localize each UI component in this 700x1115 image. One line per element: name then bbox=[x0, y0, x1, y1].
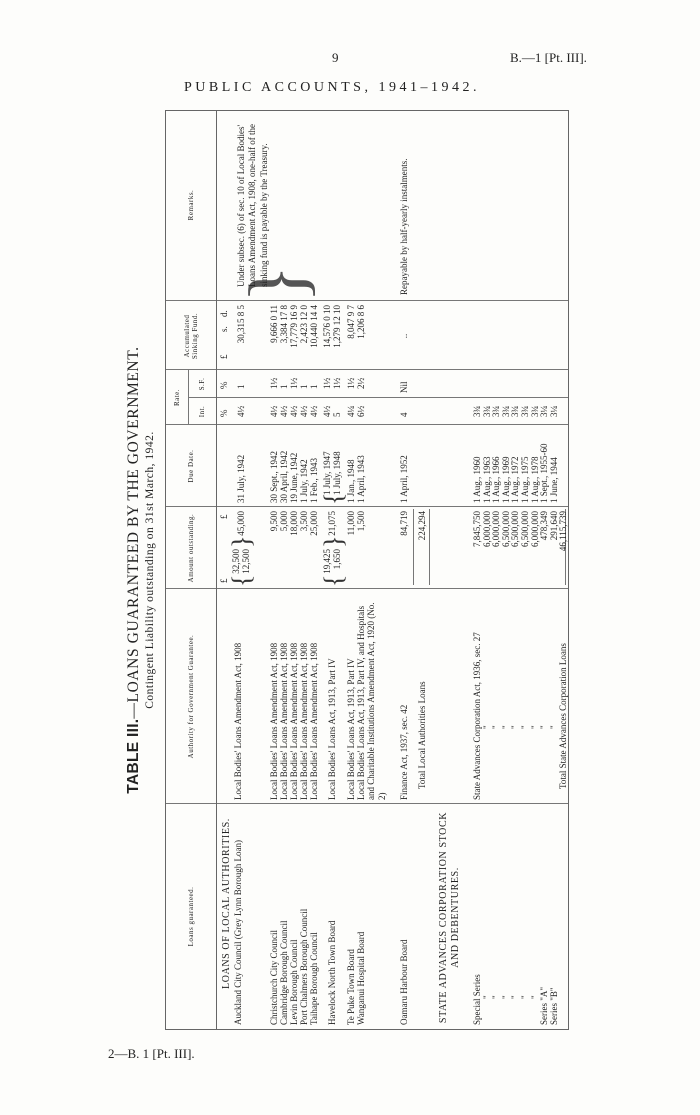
amount-part-2: 1,650 bbox=[332, 549, 342, 570]
running-title: PUBLIC ACCOUNTS, 1941–1942. bbox=[184, 80, 480, 95]
authority: Local Bodies' Loans Amendment Act, 1908 bbox=[269, 642, 279, 800]
amount: 21,075 bbox=[327, 511, 337, 536]
authority: Local Bodies' Loans Amendment Act, 1908 bbox=[233, 642, 243, 800]
amount: 6,000,000 bbox=[529, 511, 540, 547]
rate-sf: 1 bbox=[309, 384, 319, 389]
loan-name: " bbox=[481, 995, 492, 999]
sinking-fund: 2,423 12 0 bbox=[299, 305, 309, 344]
col-authority: Authority for Government Guarantee. bbox=[186, 634, 195, 759]
col-rate: Rate. bbox=[172, 388, 181, 407]
authority: " bbox=[510, 725, 521, 729]
due-date: 1 Aug., 1978 bbox=[529, 456, 540, 503]
sinking-fund-2: 1,279 12 10 bbox=[332, 305, 342, 348]
amount: 6,000,000 bbox=[491, 511, 502, 547]
rate-int: 4½ bbox=[279, 405, 289, 417]
col-due-date: Due Date. bbox=[186, 449, 195, 483]
sinking-fund: 9,666 0 11 bbox=[269, 305, 279, 343]
local-total: 224,294 bbox=[417, 511, 427, 541]
amount: 6,500,000 bbox=[500, 511, 511, 547]
due-date-2: 1 July, 1948 bbox=[332, 451, 342, 495]
sinking-fund: 8,047 9 7 bbox=[346, 305, 356, 339]
due-date: 1 April, 1952 bbox=[399, 455, 409, 503]
due-date: 1 July, 1942 bbox=[299, 459, 309, 503]
due-date: 30 April, 1942 bbox=[279, 450, 289, 503]
rate-int: 3¼ bbox=[539, 405, 550, 417]
amount-part-2: 12,500 bbox=[241, 549, 251, 574]
authority: " bbox=[520, 725, 530, 729]
loan-name: Auckland City Council (Grey Lynn Borough Loan) bbox=[233, 840, 243, 1025]
loan-name: " bbox=[500, 995, 511, 999]
rate-sf: 1½ bbox=[269, 377, 279, 389]
rate-int: 3¾ bbox=[510, 405, 521, 417]
loan-name: Wanganui Hospital Board bbox=[356, 931, 366, 1025]
rate-int-2: 5 bbox=[332, 412, 342, 417]
table-body: £ £ % % £ s. d. LOANS OF LOCAL AUTHORITIES. Auckland City Council (Grey Lynn Borough Loan) Local Bodies' Loans Amendment Act, 1908 { 32,500 12,500 } 45,000 31 July, 1942 4½ 1 30,315 8 5 Christchurch City Council Local Bodies' Loans Amendment Act, 1908 9,500 30 Sept., 1942 4½ 1½ 9,666 0 11 Cambridge Borough Council Local Bodies' Loans Amendment Act, 1908 5,000 30 April, 1942 4½ 1 3,384 17 8 Levin Borough Council Local Bodies' Loans Amendment Act, 1908 18,000 19 June, 1942 4½ 1½ 17,779 16 9 Port Chalmers Borough Council Local Bodies' Loans Amendment Act, 1908 3,500 1 July, 1942 4½ 1 2,423 12 0 Taihape Borough Council Local Bodies' Loans Amendment Act, 1908 25,000 1 Feb., 1943 4½ 1 10,440 14 4 Havelock North Town Board Local Bodies' Loans Act, 1913, Part IV { 19,425 1,650 } 21,075 { 1 July, 1947 1 July, 1948 4½ 5 1½ 1½ 14,576 0 10 1,279 12 10 Te Puke Town Board Local Bodies' Loans Act, 1913, Part IV 11,000 1 Jan., 1948 4¼ 1½ 8,047 9 7 Wanganui Hospital Board Local Bodies' Loans Act, 1913, Part IV, and Hospitals and Charitable Institutions Amendment Act, 1920 (No. 2) 1,500 1 April, 1943 6½ 2½ 1,206 8 6 Oamaru Harbour Board Finance Act, 1937, sec. 42 84,719 1 April, 1952 4 Nil .. Repayable by half-yearly instalments. Total Local Authorities Loans 224,294 } Under subsec. (6) of sec. 10 of Local Bodies' Loans Amendment Act, 1908, one-half of the sinking fund is payable by the Treasury. STATE ADVANCES CORPORATION STOCK AND DEBENTURES. Special Series State Advances Corporation Act, 1936, sec. 27 7,845,750 1 Aug., 1960 3¾ " " 6,000,000 1 Aug., 1963 3¾ " " 6,000,000 1 Aug., 1966 3¾ " " 6,500,000 1 Aug., 1969 3¾ " " 6,500,000 1 Aug., 1972 3¾ " " 6,500,000 1 Aug., 1975 3¾ " " 6,000,000 1 Aug., 1978 3¾ Series "A" " 478,349 1 Sept., 1955-60 3¼ Series "B" " 291,640 1 June, 1944 3¼ Total State Advances Corporation Loans 46,115,739 bbox=[216, 111, 568, 1029]
loan-name: Taihape Borough Council bbox=[309, 932, 319, 1025]
rate-int: 4½ bbox=[289, 405, 299, 417]
section-local-authorities: LOANS OF LOCAL AUTHORITIES. bbox=[221, 818, 232, 989]
rate-sf: Nil bbox=[399, 381, 409, 393]
amount: 25,000 bbox=[309, 511, 319, 536]
table-title bbox=[125, 110, 143, 1030]
loan-name: Levin Borough Council bbox=[289, 939, 299, 1025]
amount: 1,500 bbox=[356, 511, 366, 532]
page-number: 9 bbox=[332, 50, 339, 65]
rate-sf: 2½ bbox=[356, 377, 366, 389]
sinking-fund: .. bbox=[399, 333, 409, 339]
amount: 6,000,000 bbox=[481, 511, 492, 547]
rate-int-1: 4½ bbox=[322, 405, 332, 417]
state-total: 46,115,739 bbox=[558, 511, 568, 552]
rate-sf: 1 bbox=[236, 384, 246, 389]
sinking-fund: 17,779 16 9 bbox=[289, 305, 299, 348]
loan-name: Series "A" bbox=[539, 986, 550, 1025]
authority: " bbox=[491, 725, 502, 729]
authority: Local Bodies' Loans Act, 1913, Part IV bbox=[346, 658, 356, 800]
local-total-label: Total Local Authorities Loans bbox=[417, 681, 427, 789]
loan-name: Christchurch City Council bbox=[269, 930, 279, 1025]
authority: Local Bodies' Loans Amendment Act, 1908 bbox=[289, 642, 299, 800]
loan-name: Te Puke Town Board bbox=[346, 949, 356, 1025]
due-date: 1 April, 1943 bbox=[356, 455, 366, 503]
rate-int: 3¾ bbox=[500, 405, 511, 417]
amount-part-1: 32,500 bbox=[231, 549, 241, 574]
rate-int: 4½ bbox=[309, 405, 319, 417]
amount: 5,000 bbox=[279, 511, 289, 532]
col-remarks: Remarks. bbox=[186, 189, 195, 221]
unit-percent-sf: % bbox=[219, 381, 229, 389]
loan-name: Havelock North Town Board bbox=[327, 920, 337, 1025]
authority: Local Bodies' Loans Amendment Act, 1908 bbox=[299, 642, 309, 800]
rate-int: 3¾ bbox=[520, 405, 530, 417]
rate-int: 4½ bbox=[236, 405, 246, 417]
amount: 18,000 bbox=[289, 511, 299, 536]
due-date: 31 July, 1942 bbox=[236, 454, 246, 503]
authority: " bbox=[500, 725, 511, 729]
loan-name: " bbox=[491, 995, 502, 999]
table-header bbox=[166, 111, 217, 1029]
rate-int: 4½ bbox=[299, 405, 309, 417]
due-date-1: 1 July, 1947 bbox=[322, 451, 332, 495]
table-title-number: TABLE III. bbox=[125, 718, 142, 794]
rate-sf-2: 1½ bbox=[332, 377, 342, 389]
loan-name: " bbox=[510, 995, 521, 999]
unit-sinking-s: s. bbox=[219, 326, 229, 332]
due-date: 1 June, 1944 bbox=[548, 457, 559, 503]
amount: 9,500 bbox=[269, 511, 279, 532]
rotated-table-block bbox=[125, 110, 568, 1030]
rate-int: 3¾ bbox=[481, 405, 492, 417]
authority: " bbox=[529, 725, 540, 729]
authority: Local Bodies' Loans Amendment Act, 1908 bbox=[279, 642, 289, 800]
due-date: 1 Jan., 1948 bbox=[346, 459, 356, 503]
rate-sf: 1½ bbox=[289, 377, 299, 389]
due-date: 1 Aug., 1975 bbox=[520, 456, 530, 503]
authority: Finance Act, 1937, sec. 42 bbox=[399, 704, 409, 800]
due-date: 1 Feb., 1943 bbox=[309, 458, 319, 503]
sinking-fund: 1,206 8 6 bbox=[356, 305, 366, 339]
amount: 291,640 bbox=[548, 511, 559, 541]
rate-int: 4 bbox=[399, 412, 409, 417]
rate-int: 3¾ bbox=[491, 405, 502, 417]
rate-sf: 1½ bbox=[346, 377, 356, 389]
document-reference: B.—1 [Pt. III]. bbox=[510, 50, 587, 65]
due-date: 1 Aug., 1960 bbox=[472, 456, 482, 503]
amount: 6,500,000 bbox=[520, 511, 530, 547]
due-date: 1 Aug., 1963 bbox=[481, 456, 492, 503]
amount: 7,845,750 bbox=[472, 511, 482, 547]
amount: 6,500,000 bbox=[510, 511, 521, 547]
loan-name: Cambridge Borough Council bbox=[279, 920, 289, 1025]
loan-name: " bbox=[529, 995, 540, 999]
unit-sinking-pound: £ bbox=[219, 354, 229, 359]
state-total-label: Total State Advances Corporation Loans bbox=[558, 643, 568, 789]
loan-name: Special Series bbox=[472, 974, 482, 1025]
due-date: 1 Aug., 1966 bbox=[491, 456, 502, 503]
rate-sf: 1 bbox=[299, 384, 309, 389]
amount: 45,000 bbox=[236, 511, 246, 536]
loans-table bbox=[165, 110, 569, 1030]
sinking-fund: 3,384 17 8 bbox=[279, 305, 289, 344]
rate-sf-1: 1½ bbox=[322, 377, 332, 389]
table-subtitle: Contingent Liability outstanding on 31st March, 1942. bbox=[144, 431, 156, 709]
remark-oamaru: Repayable by half-yearly instalments. bbox=[399, 158, 409, 295]
authority: " bbox=[539, 725, 550, 729]
due-date: 1 Aug., 1969 bbox=[500, 456, 511, 503]
amount: 478,349 bbox=[539, 511, 550, 541]
unit-pound-parts: £ bbox=[219, 578, 229, 583]
rate-int: 3¼ bbox=[548, 405, 559, 417]
col-amount: Amount outstanding. bbox=[186, 513, 195, 583]
col-rate-sf: S.F. bbox=[197, 377, 206, 391]
loan-name: Port Chalmers Borough Council bbox=[299, 908, 309, 1025]
due-date: 1 Aug., 1972 bbox=[510, 456, 521, 503]
amount: 84,719 bbox=[399, 511, 409, 536]
col-sinking-fund: Accumulated Sinking Fund. bbox=[182, 312, 199, 360]
authority: State Advances Corporation Act, 1936, sec. 27 bbox=[472, 632, 482, 800]
amount-part-1: 19,425 bbox=[322, 549, 332, 574]
rate-int: 6½ bbox=[356, 405, 366, 417]
unit-percent-int: % bbox=[219, 409, 229, 417]
amount: 3,500 bbox=[299, 511, 309, 532]
authority: Local Bodies' Loans Act, 1913, Part IV bbox=[327, 658, 337, 800]
loan-name: Oamaru Harbour Board bbox=[399, 939, 409, 1025]
rate-sf: 1 bbox=[279, 384, 289, 389]
amount: 11,000 bbox=[346, 511, 356, 536]
remark-sinking-fund: Under subsec. (6) of sec. 10 of Local Bodies' Loans Amendment Act, 1908, one-half of the sinking fund is payable by the Treasury. bbox=[236, 124, 269, 287]
footer-reference: 2—B. 1 [Pt. III]. bbox=[108, 1046, 195, 1061]
authority: Local Bodies' Loans Amendment Act, 1908 bbox=[309, 642, 319, 800]
loan-name: " bbox=[520, 995, 530, 999]
authority: " bbox=[548, 725, 559, 729]
rate-int: 3¾ bbox=[472, 405, 482, 417]
due-date: 1 Sept., 1955-60 bbox=[539, 443, 550, 503]
sinking-fund: 10,440 14 4 bbox=[309, 305, 319, 348]
loan-name: Series "B" bbox=[548, 987, 559, 1025]
rate-int: 4½ bbox=[269, 405, 279, 417]
col-rate-int: Int. bbox=[197, 405, 206, 418]
col-loans: Loans guaranteed. bbox=[186, 886, 195, 947]
sinking-fund-1: 14,576 0 10 bbox=[322, 305, 332, 348]
authority: " bbox=[481, 725, 492, 729]
table-title-text: —LOANS GUARANTEED BY THE GOVERNMENT. bbox=[125, 346, 142, 719]
sinking-fund: 30,315 8 5 bbox=[236, 305, 246, 344]
due-date: 19 June, 1942 bbox=[289, 452, 299, 503]
authority: Local Bodies' Loans Act, 1913, Part IV, and Hospitals and Charitable Institutions Amendment Act, 1920 (No. 2) bbox=[356, 602, 387, 800]
section-state-advances: STATE ADVANCES CORPORATION STOCK AND DEBENTURES. bbox=[438, 811, 461, 1024]
rate-int: 4¼ bbox=[346, 405, 356, 417]
unit-sinking-d: d. bbox=[219, 310, 229, 317]
unit-pound-amount: £ bbox=[219, 514, 229, 519]
due-date: 30 Sept., 1942 bbox=[269, 450, 279, 503]
rate-int: 3¾ bbox=[529, 405, 540, 417]
